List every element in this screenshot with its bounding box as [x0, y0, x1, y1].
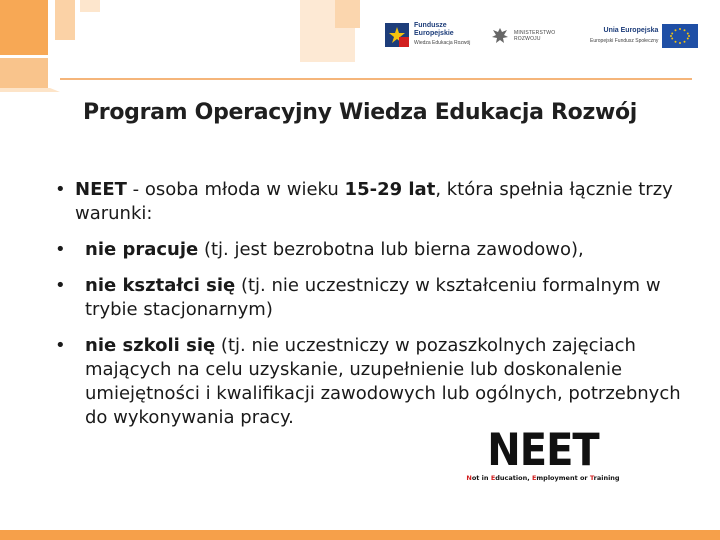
neet-term: NEET: [75, 179, 127, 200]
neet-logo-subtitle: Not in Education, Employment or Training: [466, 474, 620, 482]
condition-label: nie szkoli się: [85, 335, 216, 356]
item-text: - osoba młoda w wieku: [126, 179, 345, 200]
bullet: •: [55, 275, 66, 296]
item-text: , która spełnia łącznie trzy warunki:: [75, 179, 673, 224]
decorative-orange-shapes: [0, 0, 380, 95]
unia-europejska-logo: [590, 24, 698, 48]
ministerstwo-rozwoju-logo: [490, 26, 555, 46]
list-item: [55, 274, 685, 322]
content-list: [55, 178, 685, 430]
fundusze-line1: Fundusze: [414, 22, 447, 29]
fundusze-europejskie-logo: [385, 22, 470, 47]
condition-label: nie kształci się: [85, 275, 236, 296]
eu-flag-icon: [662, 24, 698, 48]
ministerstwo-line2: ROZWOJU: [514, 36, 541, 42]
fundusze-line2: Europejskie: [414, 30, 454, 37]
bullet: •: [55, 239, 66, 260]
ministerstwo-line1: MINISTERSTWO: [514, 30, 556, 36]
ue-line2: Europejski Fundusz Społeczny: [590, 38, 659, 44]
list-item: [55, 334, 685, 430]
fundusze-star-icon: [385, 23, 409, 47]
condition-label: nie pracuje: [85, 239, 199, 260]
list-item: [55, 238, 685, 262]
item-text: (tj. nie uczestniczy w pozaszkolnych zajęciach mających na celu uzyskanie, uzupełnienie lub doskonalenie umiejętności i kwalifikacji zawodowych lub ogólnych, potrzebnych do wykonywania pracy.: [85, 335, 681, 428]
item-text: (tj. jest bezrobotna lub bierna zawodowo),: [198, 239, 584, 260]
bullet: •: [55, 179, 66, 200]
age-range: 15-29 lat: [344, 179, 436, 200]
bullet: •: [55, 335, 66, 356]
header-divider: [60, 78, 692, 80]
page-title: Program Operacyjny Wiedza Edukacja Rozwój: [82, 100, 638, 125]
neet-logo-title: NEET: [487, 424, 599, 477]
list-item: [55, 178, 685, 226]
fundusze-line3: Wiedza Edukacja Rozwój: [414, 40, 471, 46]
item-text: (tj. nie uczestniczy w kształceniu formalnym w trybie stacjonarnym): [85, 275, 661, 320]
bottom-accent-bar: [0, 530, 720, 540]
ue-line1: Unia Europejska: [603, 27, 659, 34]
eagle-emblem-icon: [490, 26, 510, 46]
neet-logo: [466, 424, 620, 488]
